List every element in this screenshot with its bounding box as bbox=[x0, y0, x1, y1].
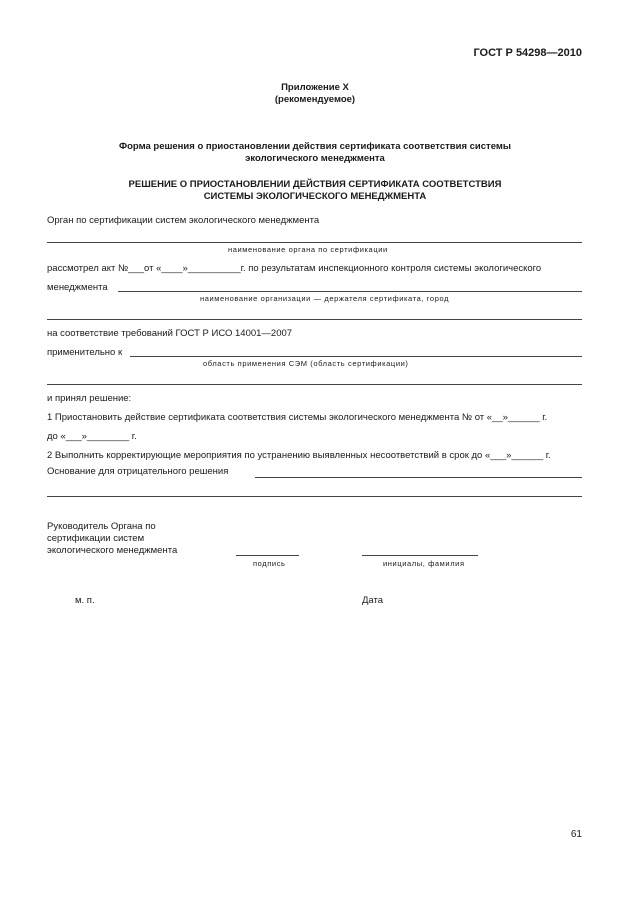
page-number: 61 bbox=[570, 829, 582, 840]
scope-line bbox=[130, 356, 582, 357]
name-caption: инициалы, фамилия bbox=[383, 559, 465, 568]
basis-label: Основание для отрицательного решения bbox=[47, 466, 229, 477]
form-title-line1: Форма решения о приостановлении действия сертификата соответствия системы bbox=[118, 141, 511, 152]
signature-line bbox=[236, 555, 299, 556]
organization-caption: наименование организации — держателя сертификата, город bbox=[200, 294, 450, 303]
management-label: менеджмента bbox=[47, 282, 108, 293]
item-1-until: до «___»________ г. bbox=[47, 431, 137, 442]
scope-caption: область применения СЭМ (область сертификации) bbox=[203, 359, 409, 368]
organization-line bbox=[118, 291, 582, 292]
decided-text: и принял решение: bbox=[47, 393, 132, 404]
compliance-text: на соответствие требований ГОСТ Р ИСО 14001—2007 bbox=[47, 328, 293, 339]
item-2: 2 Выполнить корректирующие мероприятия по устранению выявленных несоответствий в срок до «___»______ г. bbox=[47, 450, 551, 461]
form-title-line2: экологического менеджмента bbox=[245, 153, 385, 164]
basis-extra-line bbox=[47, 496, 582, 497]
date-label: Дата bbox=[362, 595, 384, 606]
reviewed-text: рассмотрел акт №___от «____»__________г. по результатам инспекционного контроля системы экологического bbox=[47, 263, 542, 274]
basis-line bbox=[255, 477, 582, 478]
head-label-line1: Руководитель Органа по bbox=[47, 521, 156, 532]
head-label-line2: сертификации систем bbox=[47, 533, 145, 544]
stamp-label: м. п. bbox=[75, 595, 95, 606]
standard-code: ГОСТ Р 54298—2010 bbox=[473, 47, 582, 59]
item-1: 1 Приостановить действие сертификата соответствия системы экологического менеджмента № от «__»______ г. bbox=[47, 412, 548, 423]
appendix-title: Приложение Х bbox=[281, 82, 349, 93]
organ-label: Орган по сертификации систем экологического менеджмента bbox=[47, 215, 320, 226]
head-label-line3: экологического менеджмента bbox=[47, 545, 178, 556]
appendix-subtitle: (рекомендуемое) bbox=[274, 94, 356, 105]
name-line bbox=[362, 555, 478, 556]
decision-title-line2: СИСТЕМЫ ЭКОЛОГИЧЕСКОГО МЕНЕДЖМЕНТА bbox=[203, 191, 427, 202]
organization-extra-line bbox=[47, 319, 582, 320]
organ-line bbox=[47, 242, 582, 243]
organ-caption: наименование органа по сертификации bbox=[228, 245, 388, 254]
scope-extra-line bbox=[47, 384, 582, 385]
signature-caption: подпись bbox=[253, 559, 286, 568]
decision-title-line1: РЕШЕНИЕ О ПРИОСТАНОВЛЕНИИ ДЕЙСТВИЯ СЕРТИФИКАТА СООТВЕТСТВИЯ bbox=[128, 179, 502, 190]
applicable-label: применительно к bbox=[47, 347, 123, 358]
